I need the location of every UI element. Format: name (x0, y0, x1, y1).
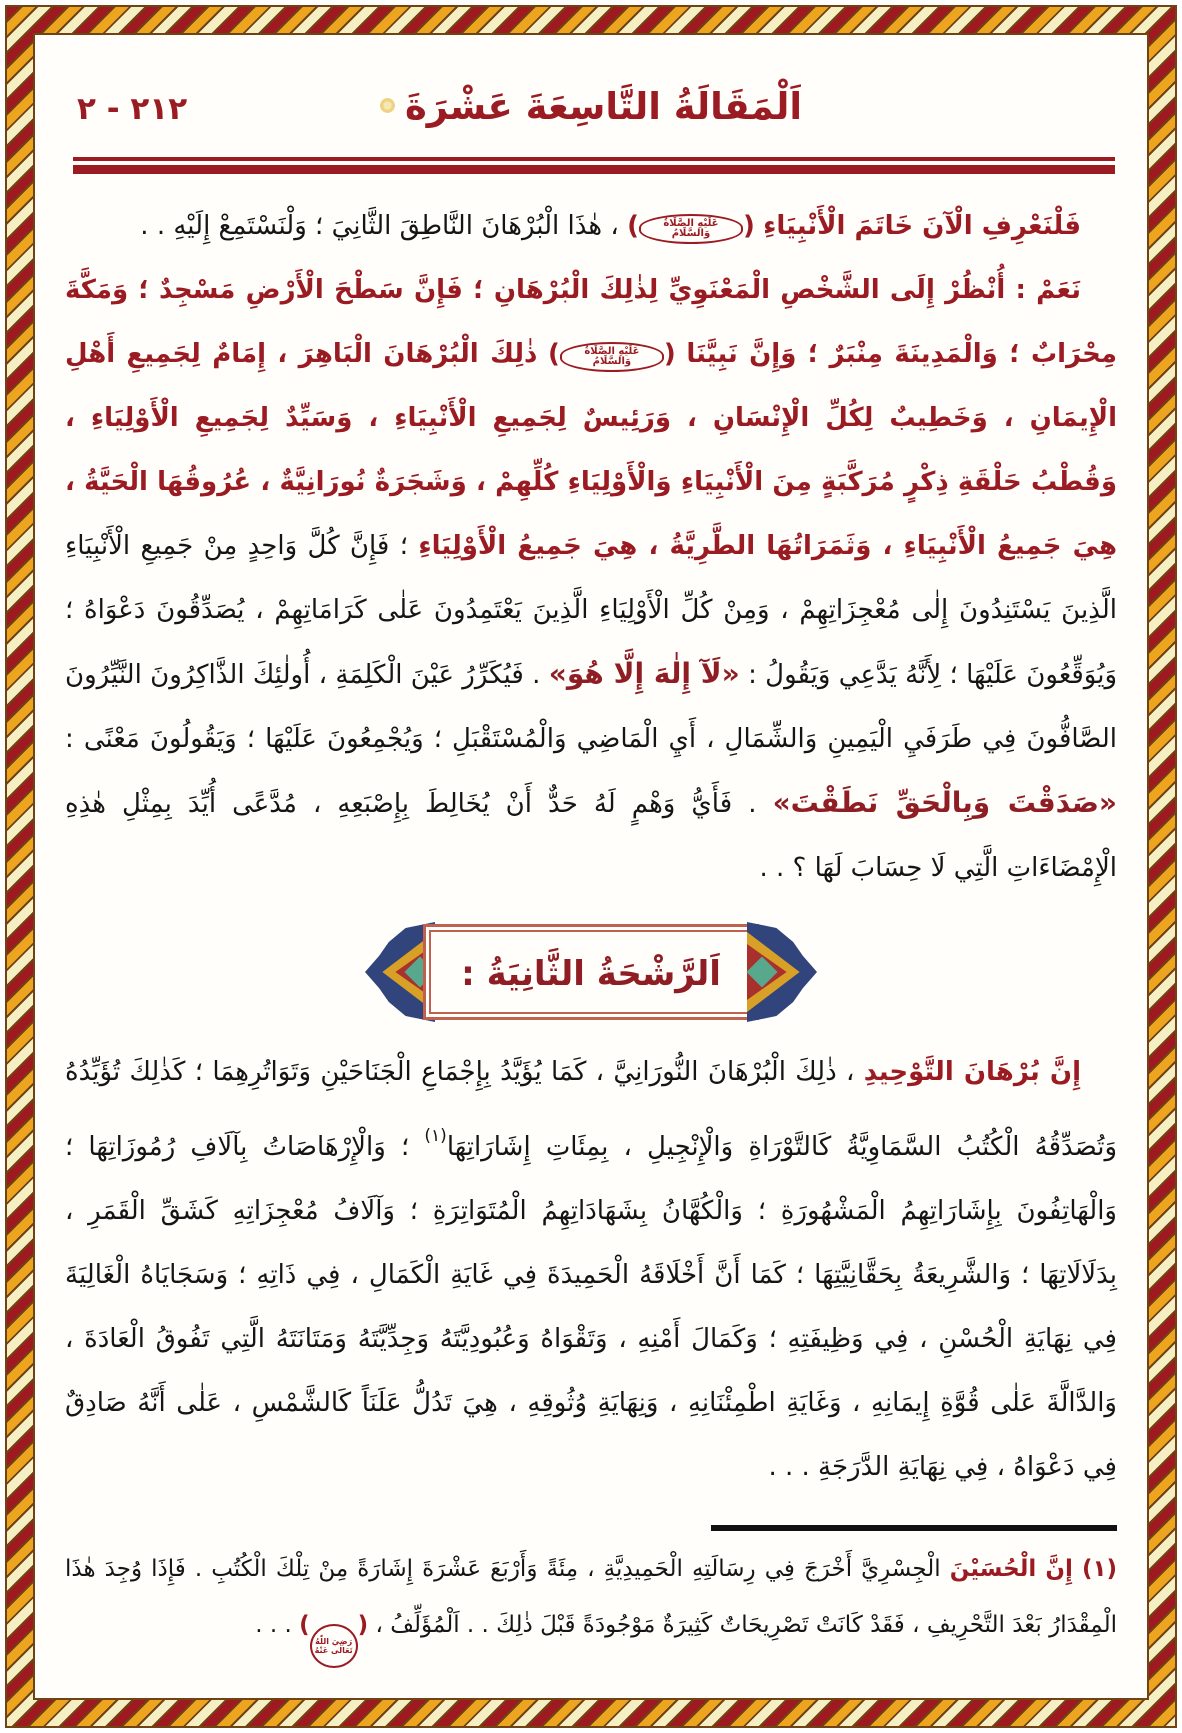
section-heading-text: اَلرَّشْحَةُ الثَّانِيَةُ : (461, 954, 721, 994)
footnote-lead-word: إِنَّ (1045, 1556, 1073, 1582)
paragraph-1-red-text: فَلْنَعْرِفِ الْآنَ خَاتَمَ الْأَنْبِيَاءِ (763, 211, 1081, 241)
paragraph-3-black-text-a: ، ذٰلِكَ الْبُرْهَانَ النُّورَانِيَّ ، كَمَا يُؤَيَّدُ بِإِجْمَاعِ الْجَنَاحَيْنِ وَتَوَاتُرِهِمَا ؛ كَذٰلِكَ تُؤَيِّدُهُ وَتُصَدِّقُهُ الْكُتُبُ السَّمَاوِيَّةُ كَالتَّوْرَاةِ وَالْإِنْجِيلِ ، بِمِئَاتِ إِشَارَاتِهَا (65, 1057, 1118, 1162)
paragraph-2-black-text-c: . فَأَيُّ وَهْمٍ لَهُ حَدٌّ أَنْ يُخَالِطَ بِإِصْبَعِهِ ، مُدَّعًى أُيِّدَ بِمِثْلِ هٰذِهِ الْإِمْضَاءَاتِ الَّتِي لَا حِسَابَ لَهَا ؟ . . (65, 789, 1117, 883)
chapter-title (65, 85, 1117, 128)
paragraph-3-black-text-b: ؛ وَالْإِرْهَاصَاتُ بِآلَافِ رُمُوزَاتِهَا ؛ وَالْهَاتِفُونَ بِإِشَارَاتِهِمُ الْمَشْهُورَةِ ؛ وَالْكُهَّانُ بِشَهَادَاتِهِمُ الْمُتَوَاتِرَةِ ؛ وَآلَافُ مُعْجِزَاتِهِ كَشَقِّ الْقَمَرِ ، بِدَلَالَاتِهَا ؛ وَالشَّرِيعَةُ بِحَقَّانِيَّتِهَا ؛ كَمَا أَنَّ أَخْلَاقَهُ الْحَمِيدَةَ فِي غَايَةِ الْكَمَالِ ، فِي ذَاتِهِ ؛ وَسَجَايَاهُ الْغَالِيَةَ فِي نِهَايَةِ الْحُسْنِ ، فِي وَظِيفَتِهِ ؛ وَكَمَالَ أَمْنِهِ ، وَتَقْوَاهُ وَعُبُودِيَّتَهُ وَجِدِّيَّتَهُ وَمَتَانَتَهُ الَّتِي تَفُوقُ الْعَادَةَ ، وَالدَّالَّةَ عَلٰى قُوَّةِ إِيمَانِهِ ، وَغَايَةِ اطْمِئْنَانِهِ ، وَنِهَايَةِ وُثُوقِهِ ، هِيَ تَدُلُّ عَلَنَاً كَالشَّمْسِ ، عَلٰى أَنَّهُ صَادِقٌ فِي دَعْوَاهُ ، فِي نِهَايَةِ الدَّرَجَةِ . . . (65, 1132, 1117, 1482)
pbuh-open-paren: ( (742, 211, 755, 241)
paragraph-2 (65, 258, 1117, 900)
page-number: ٢١٢ - ٢ (77, 91, 188, 127)
sadaqta-quote: «صَدَقْتَ وَبِالْحَقِّ نَطَقْتَ» (772, 786, 1118, 819)
footnote-separator-rule (711, 1525, 1117, 1531)
paragraph-3 (65, 1040, 1117, 1499)
footnote-black-text: الْجِسْرِيَّ أَخْرَجَ فِي رِسَالَتِهِ الْحَمِيدِيَّةِ ، مِئَةً وَأَرْبَعَ عَشْرَةَ إِشَارَةً مِنْ تِلْكَ الْكُتُبِ . فَإِذَا وُجِدَ هٰذَا الْمِقْدَارُ بَعْدَ التَّحْرِيفِ ، فَقَدْ كَانَتْ تَصْرِيحَاتٌ كَثِيرَةٌ مَوْجُودَةً قَبْلَ ذٰلِكَ . . اَلْمُؤَلِّفُ ، (65, 1556, 1117, 1638)
title-flourish-ornament (380, 98, 395, 113)
author-seal-icon: رَضِيَ اللّٰهُ تَعَالٰى عَنْهُ (310, 1624, 358, 1668)
body-text-2 (65, 1040, 1117, 1499)
pbuh-cartouche-icon: عَلَيْهِ الصَّلَاةُ وَالسَّلَامُ (560, 342, 664, 372)
paragraph-2-red-text-b: ذٰلِكَ الْبُرْهَانَ الْبَاهِرَ ، إِمَامٌ لِجَمِيعِ أَهْلِ الْإِيمَانِ ، وَخَطِيبٌ لِكُلِّ الْإِنْسَانِ ، وَرَئِيسٌ لِجَمِيعِ الْأَنْبِيَاءِ ، وَسَيِّدٌ لِجَمِيعِ الْأَوْلِيَاءِ ، وَقُطْبُ حَلْقَةِ ذِكْرٍ مُرَكَّبَةٍ مِنَ الْأَنْبِيَاءِ وَالْأَوْلِيَاءِ كُلِّهِمْ ، وَشَجَرَةٌ نُورَانِيَّةٌ ، عُرُوقُهَا الْحَيَّةُ ، هِيَ جَمِيعُ الْأَنْبِيَاءِ ، وَثَمَرَاتُهَا الطَّرِيَّةُ ، هِيَ جَمِيعُ الْأَوْلِيَاءِ (65, 339, 1117, 561)
rule-thick (73, 165, 1115, 174)
pbuh-close-paren: ) (548, 339, 560, 369)
seal-open-paren: ( (357, 1612, 369, 1638)
paragraph-2-red-text-a: نَعَمْ : أُنْظُرْ إِلَى الشَّخْصِ الْمَعْنَوِيِّ لِذٰلِكَ الْبُرْهَانِ ؛ فَإِنَّ سَطْحَ الْأَرْضِ مَسْجِدٌ ؛ وَمَكَّةَ مِحْرَابٌ ؛ وَالْمَدِينَةَ مِنْبَرٌ ؛ وَإِنَّ نَبِيَّنَا (65, 275, 1118, 369)
paragraph-2-black-text-a: ؛ فَإِنَّ كُلَّ وَاحِدٍ مِنْ جَمِيعِ الْأَنْبِيَاءِ الَّذِينَ يَسْتَنِدُونَ إِلٰى مُعْجِزَاتِهِمْ ، وَمِنْ كُلِّ الْأَوْلِيَاءِ الَّذِينَ يَعْتَمِدُونَ عَلٰى كَرَامَاتِهِمْ ، يُصَدِّقُونَ دَعْوَاهُ ؛ وَيُوَقِّعُونَ عَلَيْهَا ؛ لِأَنَّهُ يَدَّعِي وَيَقُولُ : (65, 531, 1118, 690)
paragraph-3-red-lead: إِنَّ بُرْهَانَ التَّوْحِيدِ (863, 1057, 1081, 1087)
footnote-reference-marker: (١) (424, 1126, 447, 1146)
header-double-rule (73, 157, 1115, 174)
ornament-right-wing-icon (747, 922, 817, 1022)
section-heading-ornament (371, 922, 811, 1022)
paragraph-1-black-text: ، هٰذَا الْبُرْهَانَ النَّاطِقَ الثَّانِيَ ؛ وَلْنَسْتَمِعْ إِلَيْهِ . . (140, 211, 619, 241)
pbuh-open-paren: ( (663, 339, 676, 369)
ornamental-chain-border (5, 5, 1177, 1728)
page-content-area (33, 33, 1149, 1700)
tawhid-quote: «لَآ إِلٰهَ إِلَّا هُوَ» (548, 657, 740, 690)
footnote-marker: (١) (1081, 1556, 1118, 1582)
body-text (65, 194, 1117, 900)
paragraph-2-black-text-b: . فَيُكَرِّرُ عَيْنَ الْكَلِمَةِ ، أُولٰئِكَ الذَّاكِرُونَ النَّيِّرُونَ الصَّافُّونَ فِي طَرَفَيِ الْيَمِينِ وَالشِّمَالِ ، أَيِ الْمَاضِي وَالْمُسْتَقْبَلِ ؛ وَيُجْمِعُونَ عَلَيْهَا ؛ وَيَقُولُونَ مَعْنًى : (65, 660, 1117, 754)
chapter-title-text: اَلْمَقَالَةُ التَّاسِعَةَ عَشْرَةَ (404, 85, 803, 128)
footnote (65, 1541, 1117, 1668)
pbuh-close-paren: ) (627, 211, 639, 241)
paragraph-1 (65, 194, 1117, 258)
rule-thin (73, 157, 1115, 161)
page-header (65, 85, 1117, 141)
footnote-name: الْحُسَيْنَ (949, 1556, 1037, 1582)
section-heading-box (423, 924, 759, 1020)
seal-close-paren: ) (299, 1612, 310, 1638)
pbuh-cartouche-icon: عَلَيْهِ الصَّلَاةُ وَالسَّلَامُ (639, 214, 743, 244)
footnote-tail-dots: . . . (255, 1612, 292, 1638)
